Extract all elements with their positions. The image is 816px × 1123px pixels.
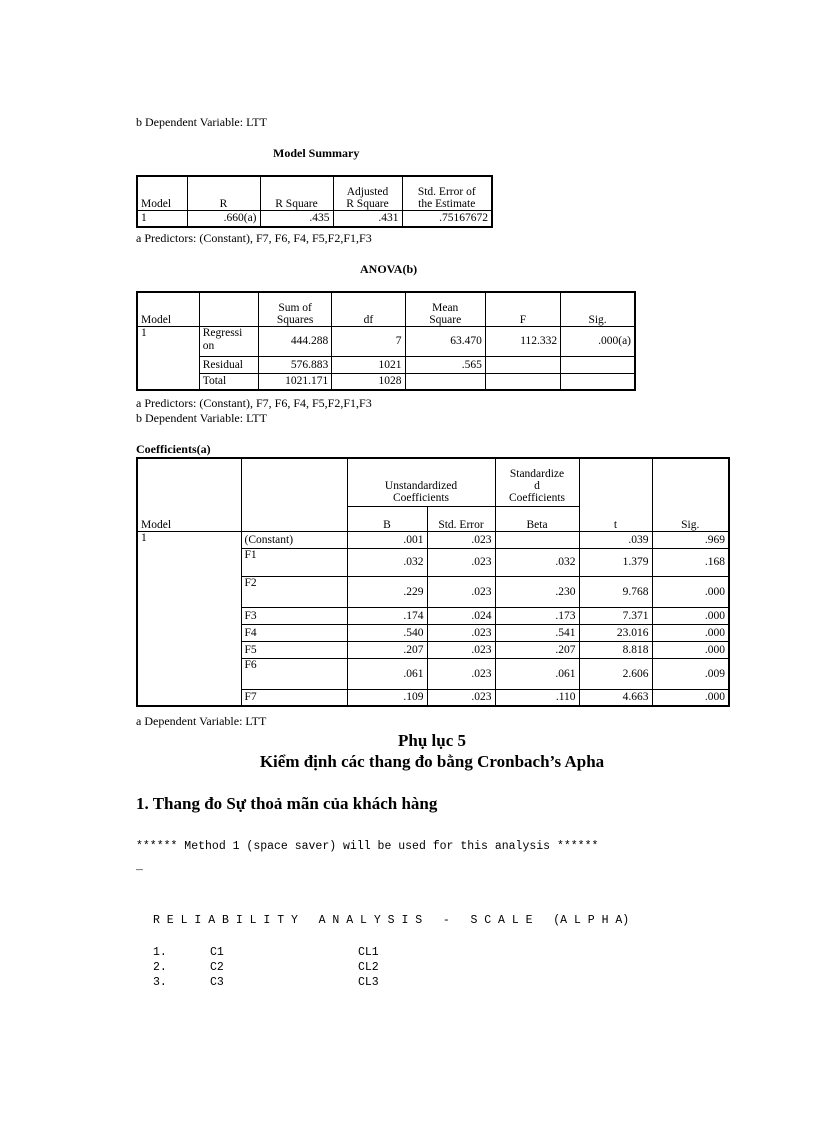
anova-df-regression: 7 [332,326,405,356]
header-se-line1: Std. Error of [417,185,476,198]
coef-se: .023 [427,658,495,689]
coef-b: .109 [347,689,427,706]
anova-label-residual: Residual [199,356,258,373]
cell-r: .660(a) [187,210,260,227]
anova-row-regression [137,326,635,356]
header-std-error-estimate [402,176,492,210]
appendix-title: Phụ lục 5 [397,731,467,750]
coef-header-blank [241,458,347,531]
dependent-variable-note-top: b Dependent Variable: LTT [136,115,267,129]
anova-footnote-a: a Predictors: (Constant), F7, F6, F4, F5,F2,F1,F3 [136,396,372,410]
anova-label-total: Total [199,373,258,390]
coef-header-unstandardized [347,458,495,506]
anova-header-ms [405,292,485,326]
coef-header-t: t [579,458,652,531]
coef-header-b: B [347,506,427,531]
anova-ms-regression: 63.470 [405,326,485,356]
anova-row-total [137,373,635,390]
output-cursor: _ [136,860,143,873]
coef-t: 4.663 [579,689,652,706]
anova-header-ss [258,292,331,326]
anova-f-total [485,373,560,390]
coef-beta: .110 [495,689,579,706]
item-number: 2. [153,961,167,974]
anova-header-ss-line2: Squares [276,313,314,326]
anova-header-blank [199,292,258,326]
coefficients-title: Coefficients(a) [136,442,211,456]
header-se-line2: the Estimate [418,197,476,210]
coef-header-std-line3: Coefficients [509,491,566,504]
item-code: C2 [210,961,224,974]
coef-sig: .000 [652,607,729,624]
coef-t: 9.768 [579,576,652,607]
coef-name: (Constant) [241,531,347,548]
cell-adjusted-r-square: .431 [333,210,402,227]
item-code: C3 [210,976,224,989]
coef-name: F3 [241,607,347,624]
coef-header-beta: Beta [495,506,579,531]
coef-b: .061 [347,658,427,689]
coef-sig: .000 [652,689,729,706]
anova-f-residual [485,356,560,373]
coef-se: .023 [427,576,495,607]
coef-sig: .000 [652,576,729,607]
coef-t: 7.371 [579,607,652,624]
item-label: CL1 [358,946,379,959]
anova-label-regression-line2: on [202,339,215,352]
coef-se: .023 [427,624,495,641]
coef-b: .174 [347,607,427,624]
anova-title: ANOVA(b) [360,262,418,276]
header-r-square: R Square [260,176,333,210]
coef-beta: .061 [495,658,579,689]
model-summary-row [137,210,492,227]
coef-sig: .969 [652,531,729,548]
anova-header-ms-line1: Mean [432,301,459,314]
coef-name: F6 [241,658,347,689]
coef-b: .207 [347,641,427,658]
coef-row-constant [137,531,729,548]
anova-header-f: F [485,292,560,326]
coef-model-number: 1 [137,531,241,706]
appendix-subtitle: Kiểm định các thang đo bằng Cronbach’s Apha [259,752,605,771]
section-heading: 1. Thang đo Sự thoả mãn của khách hàng [136,794,438,813]
anova-ss-total: 1021.171 [258,373,331,390]
item-label: CL2 [358,961,379,974]
coef-beta: .207 [495,641,579,658]
coef-header-standardized [495,458,579,506]
anova-df-total: 1028 [332,373,405,390]
cell-std-error: .75167672 [402,210,492,227]
anova-sig-residual [561,356,635,373]
coef-beta: .173 [495,607,579,624]
coef-name: F7 [241,689,347,706]
coef-name: F5 [241,641,347,658]
coef-header-sig: Sig. [652,458,729,531]
header-adjusted-r-square [333,176,402,210]
anova-ss-regression: 444.288 [258,326,331,356]
anova-header-model: Model [137,292,199,326]
anova-ms-total [405,373,485,390]
coef-header-se: Std. Error [427,506,495,531]
coef-sig: .009 [652,658,729,689]
header-adjusted-line1: Adjusted [346,185,389,198]
header-model: Model [137,176,187,210]
anova-model-number: 1 [137,326,199,390]
cell-model: 1 [137,210,187,227]
anova-row-residual [137,356,635,373]
coef-b: .540 [347,624,427,641]
method-line: ****** Method 1 (space saver) will be used for this analysis ****** [136,840,599,853]
model-summary-table [136,175,493,228]
model-summary-header-row [137,176,492,210]
coef-beta: .541 [495,624,579,641]
coef-b: .032 [347,548,427,576]
coef-name: F4 [241,624,347,641]
anova-header-row [137,292,635,326]
anova-label-regression [199,326,258,356]
anova-sig-regression: .000(a) [561,326,635,356]
coef-t: 1.379 [579,548,652,576]
model-summary-title: Model Summary [273,146,360,160]
anova-f-regression: 112.332 [485,326,560,356]
anova-label-regression-line1: Regressi [202,326,243,339]
anova-df-residual: 1021 [332,356,405,373]
anova-footnote-b: b Dependent Variable: LTT [136,411,267,425]
coef-b: .001 [347,531,427,548]
coef-b: .229 [347,576,427,607]
coef-header-unstd-line2: Coefficients [393,491,449,504]
item-number: 1. [153,946,167,959]
coef-beta: .230 [495,576,579,607]
coef-beta [495,531,579,548]
anova-sig-total [561,373,635,390]
coef-beta: .032 [495,548,579,576]
header-r: R [187,176,260,210]
anova-header-sig: Sig. [561,292,635,326]
anova-ms-residual: .565 [405,356,485,373]
item-number: 3. [153,976,167,989]
anova-header-df: df [332,292,405,326]
coefficients-table [136,457,730,707]
coef-sig: .168 [652,548,729,576]
model-summary-footnote: a Predictors: (Constant), F7, F6, F4, F5,F2,F1,F3 [136,231,372,245]
anova-table [136,291,636,391]
reliability-analysis-line: R E L I A B I L I T Y A N A L Y S I S - S C A L E (A L P H A) [153,914,630,927]
coefficients-footnote: a Dependent Variable: LTT [136,714,267,728]
coef-se: .023 [427,548,495,576]
coef-header-model: Model [137,458,241,531]
item-label: CL3 [358,976,379,989]
coef-name: F1 [241,548,347,576]
coef-t: .039 [579,531,652,548]
item-code: C1 [210,946,224,959]
coef-name: F2 [241,576,347,607]
coef-se: .023 [427,689,495,706]
coef-header-row-1 [137,458,729,506]
coef-header-std-line2: d [534,479,540,492]
coef-t: 2.606 [579,658,652,689]
coef-header-std-line1: Standardize [509,467,565,480]
coef-sig: .000 [652,641,729,658]
coef-sig: .000 [652,624,729,641]
coef-t: 23.016 [579,624,652,641]
anova-header-ss-line1: Sum of [278,301,312,314]
coef-header-unstd-line1: Unstandardized [384,479,458,492]
anova-ss-residual: 576.883 [258,356,331,373]
coef-se: .023 [427,531,495,548]
header-adjusted-line2: R Square [346,197,389,210]
coef-se: .023 [427,641,495,658]
coef-se: .024 [427,607,495,624]
anova-header-ms-line2: Square [429,313,462,326]
cell-r-square: .435 [260,210,333,227]
coef-t: 8.818 [579,641,652,658]
